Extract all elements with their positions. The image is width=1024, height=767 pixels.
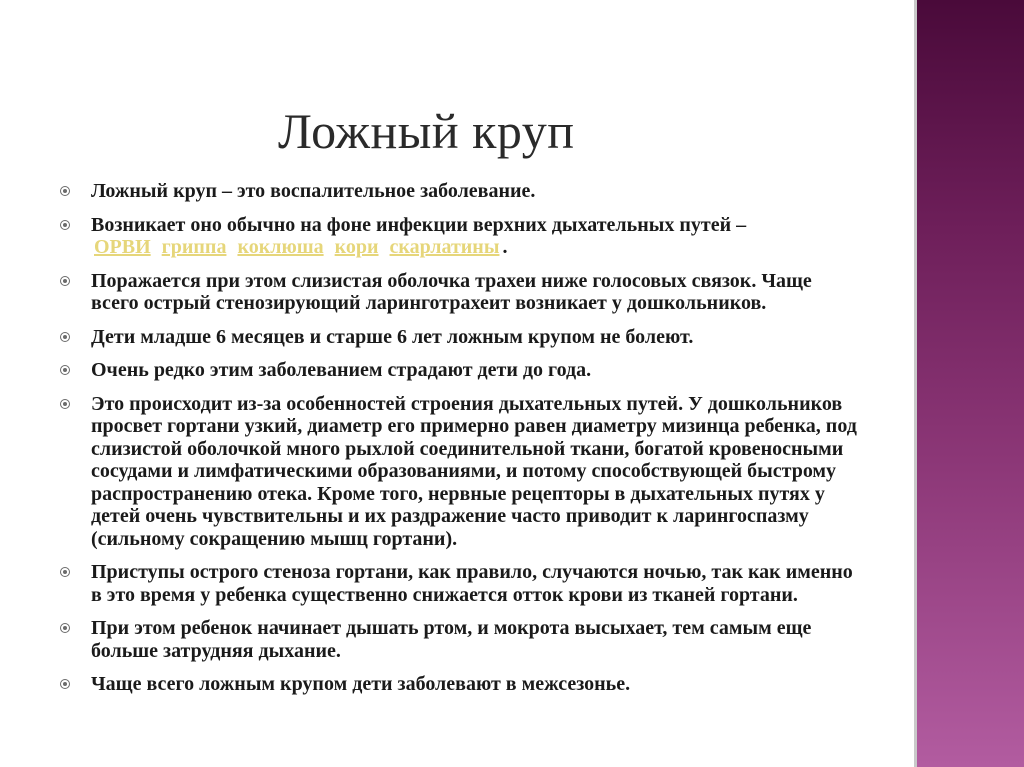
bullet-text: Очень редко этим заболеванием страдают дети до года. [91, 359, 592, 381]
bullet-item [60, 673, 860, 696]
slide-title: Ложный круп [278, 103, 575, 159]
bullet-icon [60, 332, 70, 342]
bullet-item [60, 561, 860, 606]
bullet-item [60, 617, 860, 662]
link-orvi[interactable]: ОРВИ [94, 236, 151, 258]
bullet-item [60, 214, 860, 259]
disease-links [91, 236, 860, 259]
bullet-icon [60, 623, 70, 633]
bullet-icon [60, 186, 70, 196]
bullet-item [60, 180, 860, 203]
bullet-text: Это происходит из-за особенностей строения дыхательных путей. У дошкольников просвет гортани узкий, диаметр его примерно равен диаметру мизинца ребенка, под слизистой оболочкой много рыхлой соединительной ткани, богатой кровеносными сосудами и лимфатическими образованиями, и потому способствующей быстрому распространению отека. Кроме того, нервные рецепторы в дыхательных путях у детей очень чувствительны и их раздражение часто приводит к ларингоспазму (сильному сокращению мышц гортани). [91, 392, 857, 550]
bullet-text: Возникает оно обычно на фоне инфекции верхних дыхательных путей – [91, 213, 747, 236]
bullet-item [60, 326, 860, 349]
bullet-text: Ложный круп – это воспалительное заболевание. [91, 180, 536, 202]
bullet-icon [60, 220, 70, 230]
link-gripp[interactable]: гриппа [161, 236, 227, 258]
bullet-text: Приступы острого стеноза гортани, как правило, случаются ночью, так как именно в это время у ребенка существенно снижается отток крови из тканей гортани. [91, 561, 853, 606]
link-koklyush[interactable]: коклюша [237, 236, 324, 258]
side-bar-edge [914, 0, 917, 767]
links-period: . [502, 236, 508, 258]
bullet-icon [60, 276, 70, 286]
bullet-text: Поражается при этом слизистая оболочка трахеи ниже голосовых связок. Чаще всего острый стенозирующий ларинготрахеит возникает у дошкольников. [91, 269, 812, 314]
link-kor[interactable]: кори [334, 236, 379, 258]
link-skarlatina[interactable]: скарлатины [389, 236, 500, 258]
bullet-item [60, 270, 860, 315]
bullet-item [60, 393, 860, 551]
decorative-side-bar [914, 0, 1024, 767]
bullet-text: Дети младше 6 месяцев и старше 6 лет ложным крупом не болеют. [91, 325, 694, 348]
bullet-icon [60, 567, 70, 577]
bullet-icon [60, 679, 70, 689]
bullet-text: При этом ребенок начинает дышать ртом, и мокрота высыхает, тем самым еще больше затрудняя дыхание. [91, 617, 812, 662]
bullet-icon [60, 399, 70, 409]
bullet-item [60, 359, 860, 382]
bullet-list [60, 180, 860, 707]
bullet-icon [60, 365, 70, 375]
bullet-text: Чаще всего ложным крупом дети заболевают в межсезонье. [91, 673, 631, 695]
